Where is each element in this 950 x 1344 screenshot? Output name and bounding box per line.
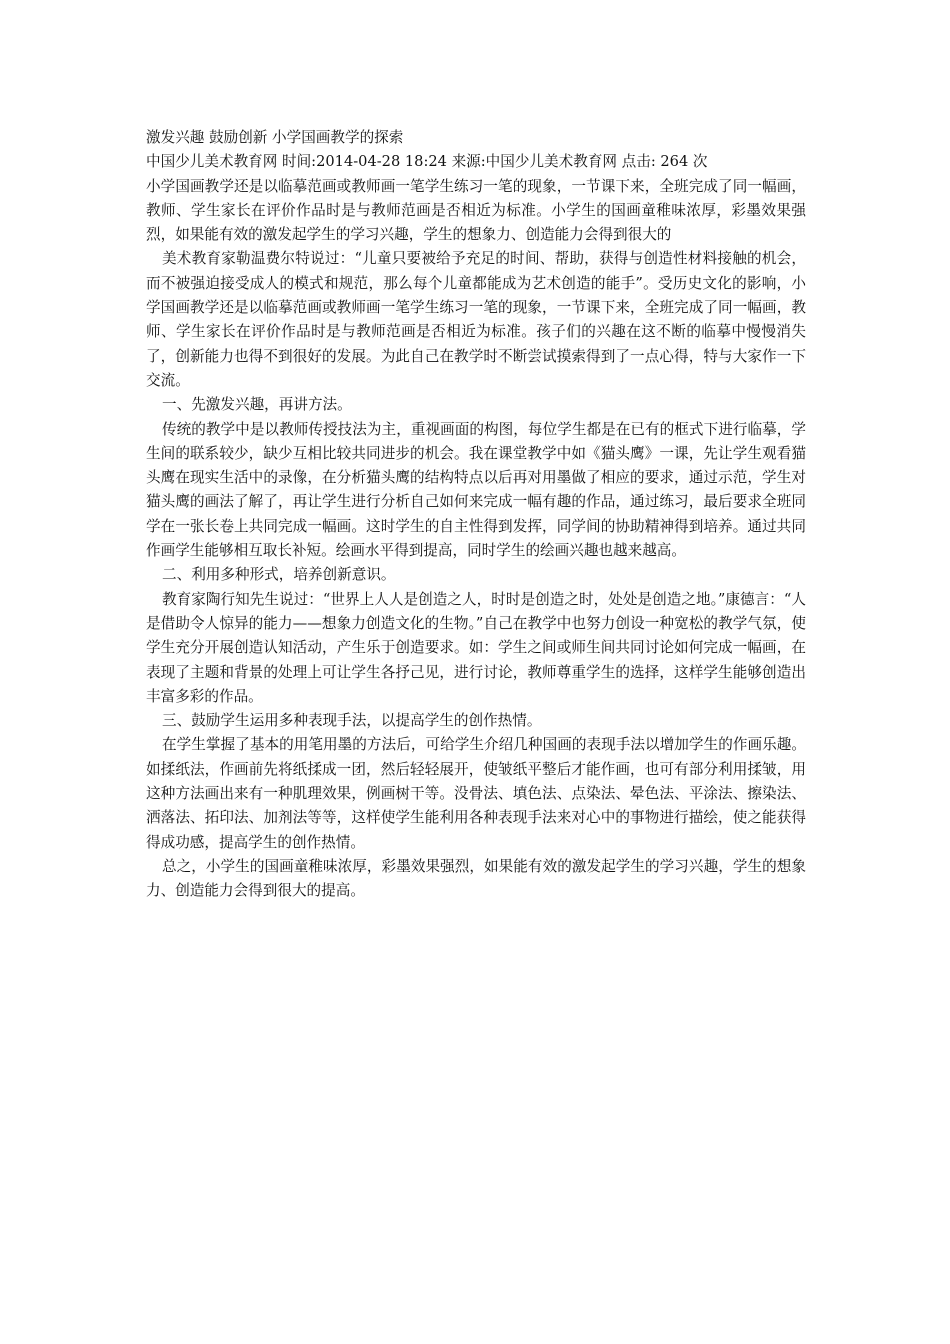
article-title: 激发兴趣 鼓励创新 小学国画教学的探索: [146, 129, 404, 146]
section-heading-1: 一、先激发兴趣，再讲方法。: [162, 396, 352, 414]
article-meta: 中国少儿美术教育网 时间:2014-04-28 18:24 来源:中国少儿美术教育网 点击: 264 次: [146, 153, 708, 171]
article: [146, 126, 806, 904]
paragraph-section-2: 教育家陶行知先生说过：“世界上人人是创造之人，时时是创造之时，处处是创造之地。”康德言：“人是借助令人惊异的能力——想象力创造文化的生物。”自己在教学中也努力创设一种宽松的教学气氛，使学生充分开展创造认知活动，产生乐于创造要求。如：学生之间或师生间共同讨论如何完成一幅画，在表现了主题和背景的处理上可让学生各抒己见，进行讨论，教师尊重学生的选择，这样学生能够创造出丰富多彩的作品。: [146, 590, 806, 705]
paragraph-section-3: 在学生掌握了基本的用笔用墨的方法后，可给学生介绍几种国画的表现手法以增加学生的作画乐趣。如揉纸法，作画前先将纸揉成一团，然后轻轻展开，使皱纸平整后才能作画，也可有部分利用揉皱，用这种方法画出来有一种肌理效果，例画树干等。没骨法、填色法、点染法、晕色法、平涂法、擦染法、洒落法、拓印法、加剂法等等，这样使学生能利用各种表现手法来对心中的事物进行描绘，使之能获得得成功感，提高学生的创作热情。: [146, 736, 806, 851]
paragraph-intro: 小学国画教学还是以临摹范画或教师画一笔学生练习一笔的现象，一节课下来，全班完成了同一幅画，教师、学生家长在评价作品时是与教师范画是否相近为标准。小学生的国画童稚味浓厚，彩墨效果强烈，如果能有效的激发起学生的学习兴趣，学生的想象力、创造能力会得到很大的: [146, 177, 806, 244]
paragraph-conclusion: 总之，小学生的国画童稚味浓厚，彩墨效果强烈，如果能有效的激发起学生的学习兴趣，学生的想象力、创造能力会得到很大的提高。: [146, 857, 806, 900]
section-heading-2: 二、利用多种形式，培养创新意识。: [162, 566, 396, 584]
section-heading-3: 三、鼓励学生运用多种表现手法，以提高学生的创作热情。: [162, 712, 542, 730]
paragraph-section-1: 传统的教学中是以教师传授技法为主，重视画面的构图，每位学生都是在已有的框式下进行临摹，学生间的联系较少，缺少互相比较共同进步的机会。我在课堂教学中如《猫头鹰》一课，先让学生观看猫头鹰在现实生活中的录像，在分析猫头鹰的结构特点以后再对用墨做了相应的要求，通过示范，学生对猫头鹰的画法了解了，再让学生进行分析自己如何来完成一幅有趣的作品，通过练习，最后要求全班同学在一张长卷上共同完成一幅画。这时学生的自主性得到发挥，同学间的协助精神得到培养。通过共同作画学生能够相互取长补短。绘画水平得到提高，同时学生的绘画兴趣也越来越高。: [146, 420, 806, 560]
paragraph-quote: 美术教育家勒温费尔特说过：“儿童只要被给予充足的时间、帮助，获得与创造性材料接触的机会，而不被强迫接受成人的模式和规范，那么每个儿童都能成为艺术创造的能手”。受历史文化的影响，小学国画教学还是以临摹范画或教师画一笔学生练习一笔的现象，一节课下来，全班完成了同一幅画，教师、学生家长在评价作品时是与教师范画是否相近为标准。孩子们的兴趣在这不断的临摹中慢慢消失了，创新能力也得不到很好的发展。为此自己在教学时不断尝试摸索得到了一点心得，特与大家作一下交流。: [146, 250, 806, 389]
